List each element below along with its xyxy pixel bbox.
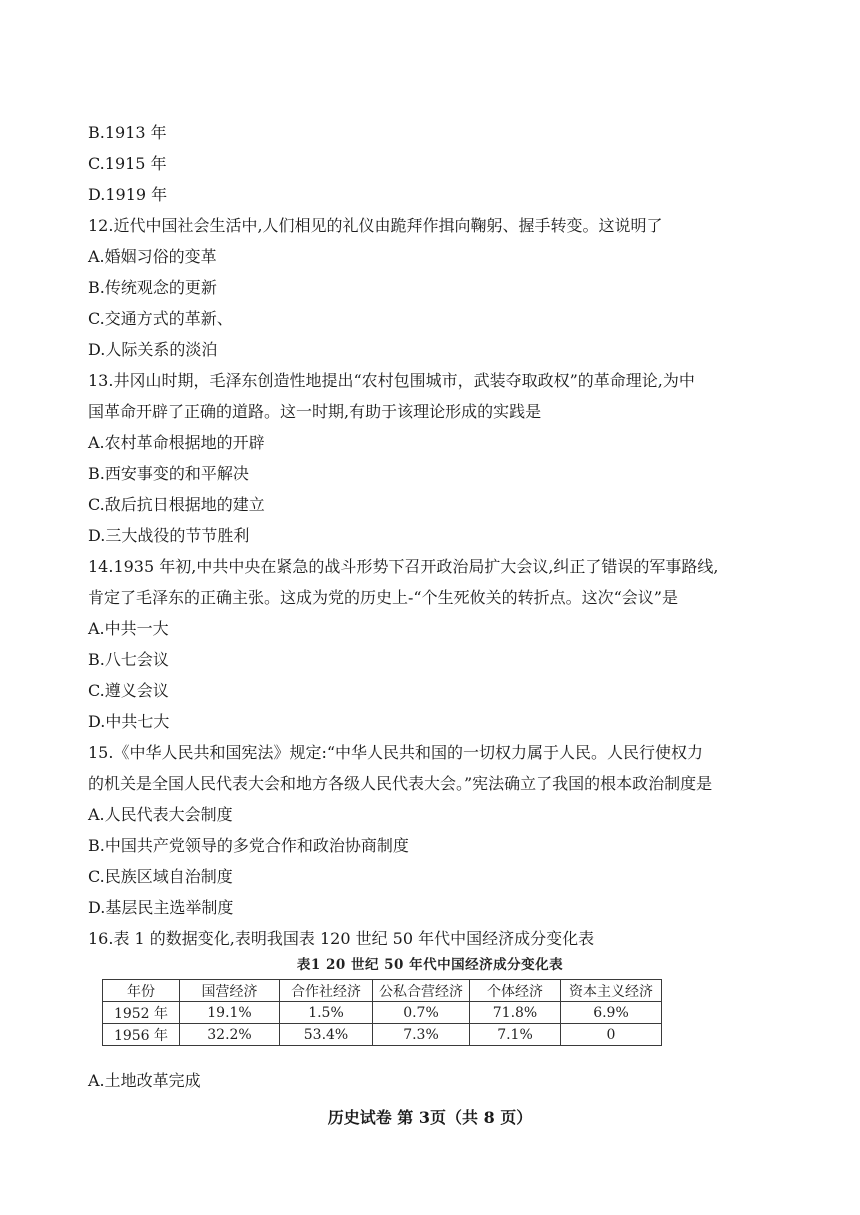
option-line: D.中共七大: [88, 712, 170, 731]
option-line: A.中共一大: [88, 619, 169, 638]
option-line: B.传统观念的更新: [88, 278, 217, 297]
option-line: C.遵义会议: [88, 681, 169, 700]
table-cell: 6.9%: [561, 1002, 662, 1024]
table-caption: 表1 20 世纪 50 年代中国经济成分变化表: [296, 957, 564, 973]
table-cell: 1952 年: [103, 1002, 180, 1024]
table-cell: 0: [561, 1024, 662, 1046]
table-header-cell: 公私合营经济: [373, 980, 470, 1002]
table-cell: 7.1%: [470, 1024, 561, 1046]
option-line: C.敌后抗日根据地的建立: [88, 495, 265, 514]
option-line: B.中国共产党领导的多党合作和政治协商制度: [88, 836, 409, 855]
option-line: D.人际关系的淡泊: [88, 340, 218, 359]
question-line: 16.表 1 的数据变化,表明我国表 120 世纪 50 年代中国经济成分变化表: [88, 929, 595, 948]
table-cell: 19.1%: [180, 1002, 280, 1024]
option-line: A.农村革命根据地的开辟: [88, 433, 265, 452]
table-header-row: [103, 980, 662, 1002]
table-row: [103, 1024, 662, 1046]
option-line: B.八七会议: [88, 650, 169, 669]
table-header-cell: 资本主义经济: [561, 980, 662, 1002]
economy-table: [102, 979, 662, 1046]
table-cell: 32.2%: [180, 1024, 280, 1046]
option-line: A.婚姻习俗的变革: [88, 247, 217, 266]
table-cell: 0.7%: [373, 1002, 470, 1024]
table-cell: 1956 年: [103, 1024, 180, 1046]
option-line: B.西安事变的和平解决: [88, 464, 249, 483]
question-line: 国革命开辟了正确的道路。这一时期,有助于该理论形成的实践是: [88, 402, 542, 421]
option-line: D.1919 年: [88, 185, 168, 204]
table-header-cell: 国营经济: [180, 980, 280, 1002]
table-header-cell: 年份: [103, 980, 180, 1002]
question-line: 12.近代中国社会生活中,人们相见的礼仪由跪拜作揖向鞠躬、握手转变。这说明了: [88, 216, 663, 235]
option-line: A.人民代表大会制度: [88, 805, 233, 824]
option-line: A.土地改革完成: [88, 1071, 201, 1090]
option-line: C.交通方式的革新、: [88, 309, 233, 328]
option-line: D.三大战役的节节胜利: [88, 526, 250, 545]
table-row: [103, 1002, 662, 1024]
page-footer: 历史试卷 第 3页（共 8 页）: [327, 1108, 533, 1127]
question-line: 13.井冈山时期，毛泽东创造性地提出“农村包围城市，武装夺取政权”的革命理论,为中: [88, 371, 695, 390]
option-line: C.民族区域自治制度: [88, 867, 233, 886]
table-cell: 53.4%: [280, 1024, 373, 1046]
option-line: D.基层民主选举制度: [88, 898, 234, 917]
table-header-cell: 个体经济: [470, 980, 561, 1002]
table-header-cell: 合作社经济: [280, 980, 373, 1002]
question-line: 14.1935 年初,中共中央在紧急的战斗形势下召开政治局扩大会议,纠正了错误的军事路线,: [88, 557, 719, 576]
option-line: C.1915 年: [88, 154, 167, 173]
table-cell: 71.8%: [470, 1002, 561, 1024]
table-cell: 1.5%: [280, 1002, 373, 1024]
question-line: 肯定了毛泽东的正确主张。这成为党的历史上-“个生死攸关的转折点。这次“会议”是: [88, 588, 678, 607]
option-line: B.1913 年: [88, 123, 167, 142]
question-line: 的机关是全国人民代表大会和地方各级人民代表大会。”宪法确立了我国的根本政治制度是: [88, 774, 713, 793]
table-cell: 7.3%: [373, 1024, 470, 1046]
question-line: 15.《中华人民共和国宪法》规定:“中华人民共和国的一切权力属于人民。人民行使权力: [88, 743, 704, 762]
